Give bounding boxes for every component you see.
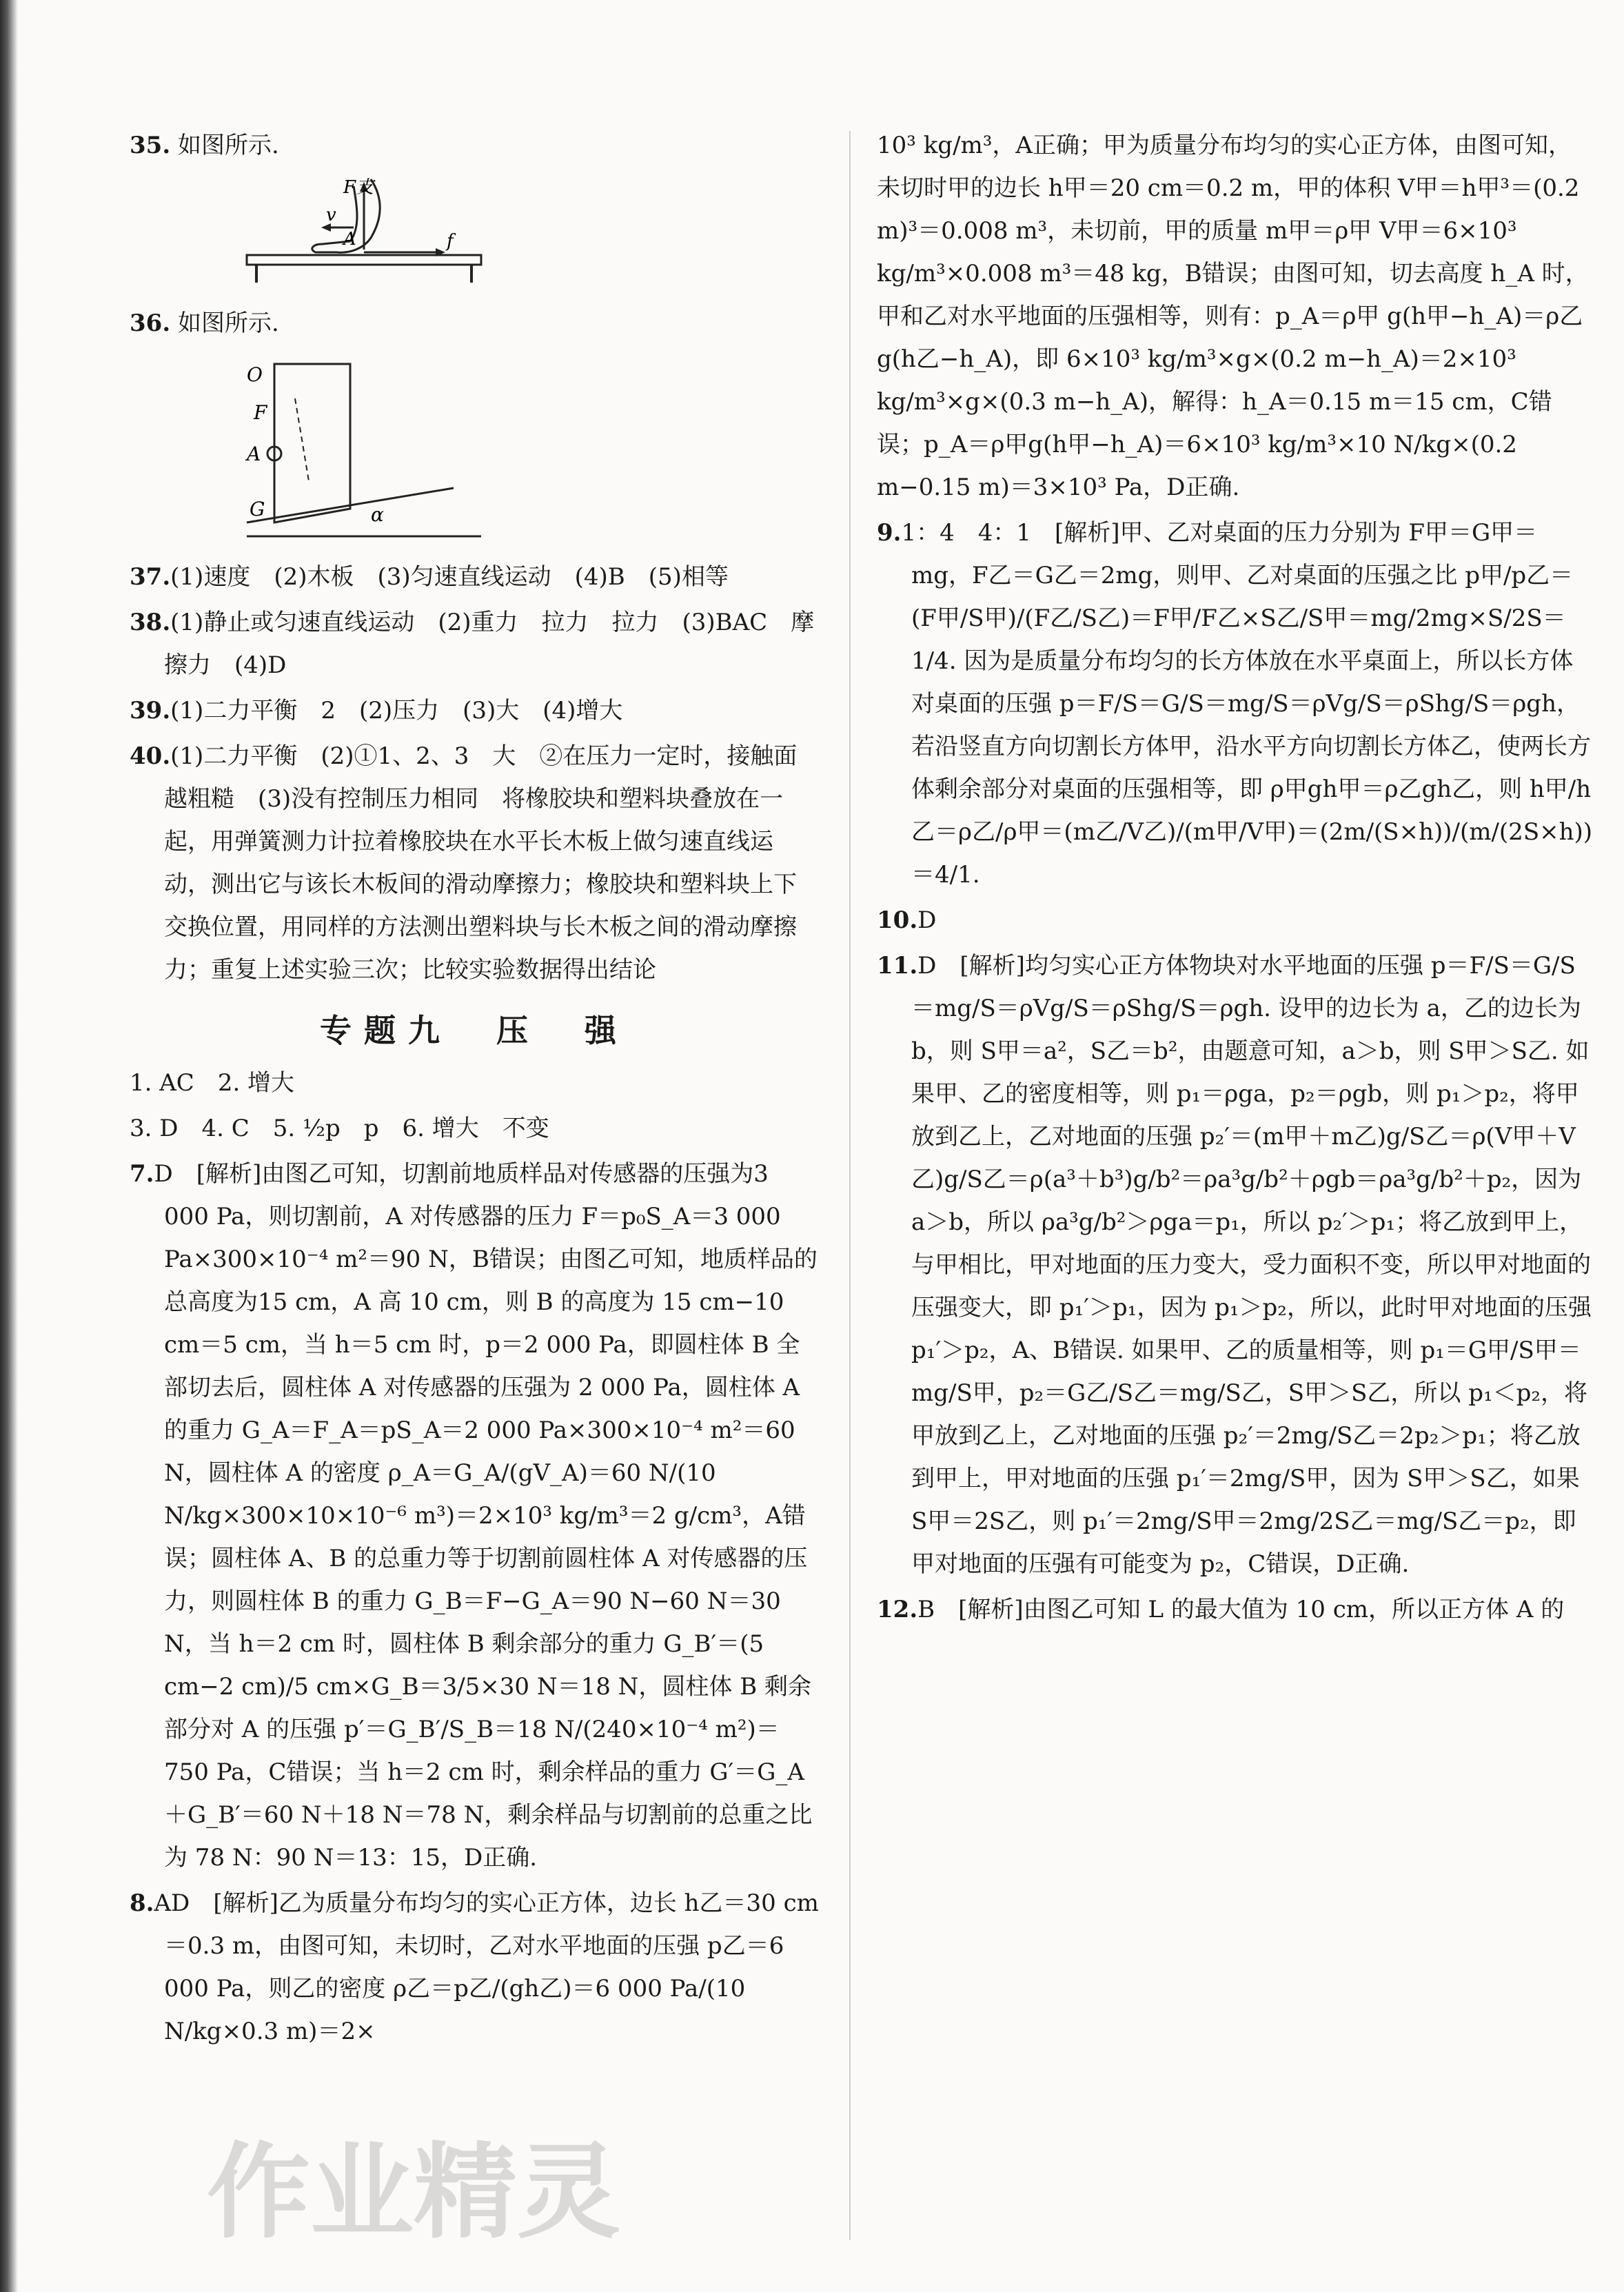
answer-40: 40.(1)二力平衡 (2)①1、2、3 大 ②在压力一定时，接触面越粗糙 (3)没有控制压力相同 将橡胶块和塑料块叠放在一起，用弹簧测力计拉着橡胶块在水平长木板上做匀速直线运动，测出它与该长木板间的滑动摩擦力；橡胶块和塑料块上下交换位置，用同样的方法测出塑料块与长木板之间的滑动摩擦力；重复上述实验三次；比较实验数据得出结论 — [130, 742, 798, 984]
label-F: F — [254, 401, 267, 424]
label-A: A — [247, 443, 261, 465]
label-v: v — [326, 205, 336, 225]
answer-38: 38.(1)静止或匀速直线运动 (2)重力 拉力 拉力 (3)BAC 摩擦力 (4)D — [130, 609, 815, 679]
watermark: 作业精灵 — [207, 2133, 621, 2253]
section-heading: 专题九 压 强 — [320, 1012, 629, 1049]
label-f: f — [447, 231, 454, 252]
right-column — [877, 124, 1594, 1634]
answer-8: 8.AD [解析]乙为质量分布均匀的实心正方体，边长 h乙＝30 cm＝0.3 m，由图可知，未切时，乙对水平地面的压强 p乙＝6 000 Pa，则乙的密度 ρ乙＝p乙/(gh乙)＝6 000 Pa/(10 N/kg×0.3 m)＝2× — [130, 1889, 819, 2045]
label-A: A — [343, 229, 356, 250]
left-column — [130, 124, 819, 2056]
answer-36: 36. 如图所示. — [130, 310, 279, 337]
figure-36-incline-forces — [233, 350, 495, 543]
answer-35: 35. 如图所示. — [130, 132, 279, 159]
label-O: O — [247, 363, 263, 386]
column-divider — [849, 131, 851, 2240]
answer-39: 39.(1)二力平衡 2 (2)压力 (3)大 (4)增大 — [130, 697, 623, 724]
answer-9: 9.1：4 4：1 [解析]甲、乙对桌面的压力分别为 F甲＝G甲＝mg，F乙＝G乙＝2mg，则甲、乙对桌面的压强之比 p甲/p乙＝(F甲/S甲)/(F乙/S乙)＝F甲/F乙×S乙/S甲＝mg/2mg×S/2S＝1/4. 因为是质量分布均匀的长方体放在水平桌面上，所以长方体对桌面的压强 p＝F/S＝G/S＝mg/S＝ρVg/S＝ρShg/S＝ρgh，若沿竖直方向切割长方体甲，沿水平方向切割长方体乙，使两长方体剩余部分对桌面的压强相等，即 ρ甲gh甲＝ρ乙gh乙，则 h甲/h乙＝ρ乙/ρ甲＝(m乙/V乙)/(m甲/V甲)＝(2m/(S×h))/(m/(2S×h))＝4/1. — [877, 519, 1593, 889]
answers-3-6: 3. D 4. C 5. ½p p 6. 增大 不变 — [130, 1115, 549, 1142]
answer-7: 7.D [解析]由图乙可知，切割前地质样品对传感器的压强为3 000 Pa，则切割前，A 对传感器的压力 F＝p₀S_A＝3 000 Pa×300×10⁻⁴ m²＝90 N，B错误；由图乙可知，地质样品的总高度为15 cm，A 高 10 cm，则 B 的高度为 15 cm−10 cm＝5 cm，当 h＝5 cm 时，p＝2 000 Pa，即圆柱体 B 全部切去后，圆柱体 A 对传感器的压强为 2 000 Pa，圆柱体 A 的重力 G_A＝F_A＝pS_A＝2 000 Pa×300×10⁻⁴ m²＝60 N，圆柱体 A 的密度 ρ_A＝G_A/(gV_A)＝60 N/(10 N/kg×300×10×10⁻⁶ m³)＝2×10³ kg/m³＝2 g/cm³，A错误；圆柱体 A、B 的总重力等于切割前圆柱体 A 对传感器的压力，则圆柱体 B 的重力 G_B＝F−G_A＝90 N−60 N＝30 N，当 h＝2 cm 时，圆柱体 B 剩余部分的重力 G_B′＝(5 cm−2 cm)/5 cm×G_B＝3/5×30 N＝18 N，圆柱体 B 剩余部分对 A 的压强 p′＝G_B′/S_B＝18 N/(240×10⁻⁴ m²)＝750 Pa，C错误；当 h＝2 cm 时，剩余样品的重力 G′＝G_A＋G_B′＝60 N＋18 N＝78 N，剩余样品与切割前的总重之比为 78 N：90 N＝13：15，D正确. — [130, 1160, 818, 1872]
answer-8-continued: 10³ kg/m³，A正确；甲为质量分布均匀的实心正方体，由图可知，未切时甲的边长 h甲＝20 cm＝0.2 m，甲的体积 V甲＝h甲³＝(0.2 m)³＝0.008 m³，未切前，甲的质量 m甲＝ρ甲 V甲＝6×10³ kg/m³×0.008 m³＝48 kg，B错误；由图可知，切去高度 h_A 时，甲和乙对水平地面的压强相等，则有：p_A＝ρ甲 g(h甲−h_A)＝ρ乙 g(h乙−h_A)，即 6×10³ kg/m³×g×(0.2 m−h_A)＝2×10³ kg/m³×g×(0.3 m−h_A)，解得：h_A＝0.15 m＝15 cm，C错误；p_A＝ρ甲g(h甲−h_A)＝6×10³ kg/m³×10 N/kg×(0.2 m−0.15 m)＝3×10³ Pa，D正确. — [877, 132, 1589, 501]
answer-12: 12.B [解析]由图乙可知 L 的最大值为 10 cm，所以正方体 A 的 — [877, 1596, 1565, 1623]
page-edge-shadow — [0, 0, 18, 2292]
answers-1-2: 1. AC 2. 增大 — [130, 1069, 295, 1097]
answer-11: 11.D [解析]均匀实心正方体物块对水平地面的压强 p＝F/S＝G/S＝mg/S＝ρVg/S＝ρShg/S＝ρgh. 设甲的边长为 a，乙的边长为 b，则 S甲＝a²，S乙＝b²，由题意可知，a＞b，则 S甲＞S乙. 如果甲、乙的密度相等，则 p₁＝ρga，p₂＝ρgb，则 p₁＞p₂，将甲放到乙上，乙对地面的压强 p₂′＝(m甲＋m乙)g/S乙＝ρ(V甲＋V乙)g/S乙＝ρ(a³＋b³)g/b²＝ρa³g/b²＋ρgb＝ρa³g/b²＋p₂，因为 a＞b，所以 ρa³g/b²＞ρga＝p₁，所以 p₂′＞p₁；将乙放到甲上，与甲相比，甲对地面的压力变大，受力面积不变，所以甲对地面的压强变大，即 p₁′＞p₁，因为 p₁＞p₂，所以，此时甲对地面的压强 p₁′＞p₂，A、B错误. 如果甲、乙的质量相等，则 p₁＝G甲/S甲＝mg/S甲，p₂＝G乙/S乙＝mg/S乙，S甲＞S乙，所以 p₁＜p₂，将甲放到乙上，乙对地面的压强 p₂′＝2mg/S乙＝2p₂＞p₁；将乙放到甲上，甲对地面的压强 p₁′＝2mg/S甲，因为 S甲＞S乙，如果 S甲＝2S乙，则 p₁′＝2mg/S甲＝2mg/2S乙＝mg/S乙＝p₂，即甲对地面的压强有可能变为 p₂，C错误，D正确. — [877, 952, 1592, 1578]
label-alpha: α — [371, 503, 384, 526]
label-G: G — [250, 498, 265, 520]
answer-10: 10.D — [877, 906, 937, 934]
answer-37: 37.(1)速度 (2)木板 (3)匀速直线运动 (4)B (5)相等 — [130, 563, 729, 591]
figure-35-foot-friction — [233, 172, 495, 290]
label-F-support: F支 — [343, 177, 374, 198]
